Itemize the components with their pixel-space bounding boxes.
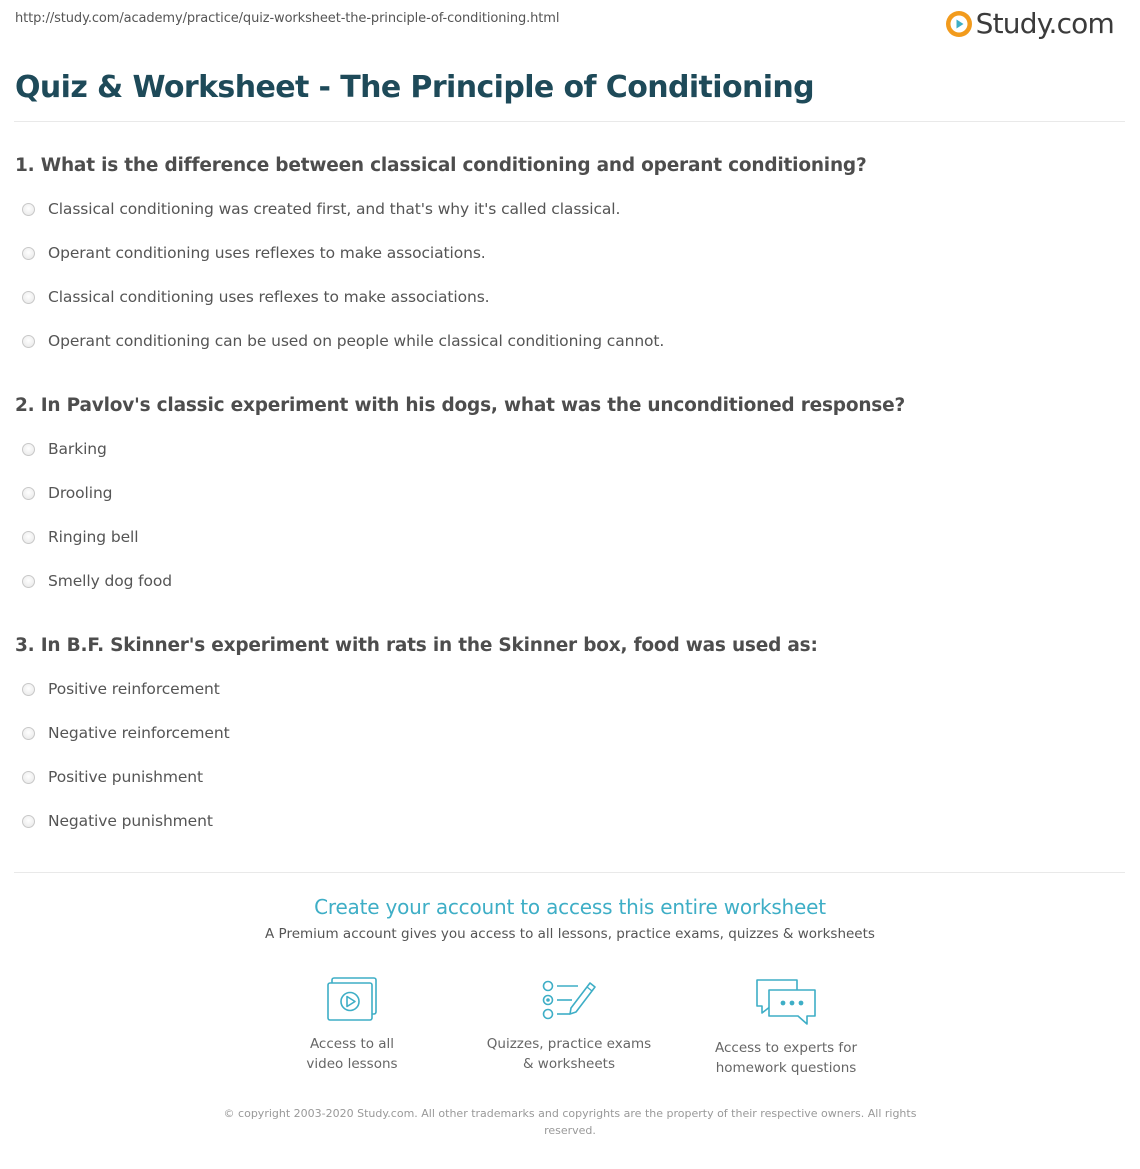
create-account-link[interactable]: Create your account to access this entire worksheet xyxy=(314,895,826,919)
quiz-checklist-icon xyxy=(540,976,598,1024)
option-label: Smelly dog food xyxy=(48,572,173,590)
q2-option-2[interactable] xyxy=(22,484,112,502)
logo-text: Study.com xyxy=(975,7,1114,40)
radio-button[interactable] xyxy=(22,815,35,828)
question-1: 1. What is the difference between classical conditioning and operant conditioning? xyxy=(15,155,867,176)
option-label: Negative punishment xyxy=(48,812,213,830)
radio-button[interactable] xyxy=(22,531,35,544)
page-url: http://study.com/academy/practice/quiz-worksheet-the-principle-of-conditioning.html xyxy=(15,11,560,26)
radio-button[interactable] xyxy=(22,575,35,588)
feature-label: Access to all video lessons xyxy=(306,1036,398,1072)
radio-button[interactable] xyxy=(22,291,35,304)
cta-block xyxy=(0,895,1140,919)
copyright-footer: © copyright 2003-2020 Study.com. All other trademarks and copyrights are the property of their respective owners. All rights reserved. xyxy=(223,1107,917,1137)
cta-divider xyxy=(14,872,1125,873)
q1-option-1[interactable] xyxy=(22,200,620,218)
feature-label: Access to experts for homework questions xyxy=(714,1040,857,1076)
q3-option-4[interactable] xyxy=(22,812,213,830)
feature-experts xyxy=(686,976,886,1078)
feature-video-lessons xyxy=(252,976,452,1074)
option-label: Classical conditioning was created first, and that's why it's called classical. xyxy=(48,200,621,218)
radio-button[interactable] xyxy=(22,487,35,500)
option-label: Ringing bell xyxy=(48,528,139,546)
q2-option-4[interactable] xyxy=(22,572,172,590)
q1-option-3[interactable] xyxy=(22,288,490,306)
radio-button[interactable] xyxy=(22,443,35,456)
q2-option-3[interactable] xyxy=(22,528,138,546)
radio-button[interactable] xyxy=(22,335,35,348)
feature-label: Quizzes, practice exams & worksheets xyxy=(486,1036,652,1072)
radio-button[interactable] xyxy=(22,727,35,740)
option-label: Operant conditioning can be used on people while classical conditioning cannot. xyxy=(48,332,665,350)
play-logo-icon xyxy=(945,10,973,38)
option-label: Drooling xyxy=(48,484,113,502)
video-lessons-icon xyxy=(325,976,379,1024)
q3-option-1[interactable] xyxy=(22,680,220,698)
study-logo[interactable] xyxy=(945,7,1114,41)
q1-option-4[interactable] xyxy=(22,332,664,350)
option-label: Positive reinforcement xyxy=(48,680,220,698)
option-label: Operant conditioning uses reflexes to make associations. xyxy=(48,244,486,262)
chat-bubbles-icon xyxy=(753,976,819,1028)
question-3: 3. In B.F. Skinner's experiment with rats in the Skinner box, food was used as: xyxy=(15,635,818,656)
question-2: 2. In Pavlov's classic experiment with his dogs, what was the unconditioned response? xyxy=(15,395,905,416)
q3-option-3[interactable] xyxy=(22,768,203,786)
radio-button[interactable] xyxy=(22,203,35,216)
q3-option-2[interactable] xyxy=(22,724,230,742)
option-label: Barking xyxy=(48,440,107,458)
q2-option-1[interactable] xyxy=(22,440,107,458)
title-divider xyxy=(14,121,1125,122)
q1-option-2[interactable] xyxy=(22,244,486,262)
radio-button[interactable] xyxy=(22,771,35,784)
radio-button[interactable] xyxy=(22,683,35,696)
feature-quizzes xyxy=(469,976,669,1074)
radio-button[interactable] xyxy=(22,247,35,260)
option-label: Classical conditioning uses reflexes to make associations. xyxy=(48,288,490,306)
page-title: Quiz & Worksheet - The Principle of Conditioning xyxy=(15,70,815,105)
option-label: Negative reinforcement xyxy=(48,724,230,742)
option-label: Positive punishment xyxy=(48,768,204,786)
cta-subtext: A Premium account gives you access to all lessons, practice exams, quizzes & worksheets xyxy=(265,926,875,942)
